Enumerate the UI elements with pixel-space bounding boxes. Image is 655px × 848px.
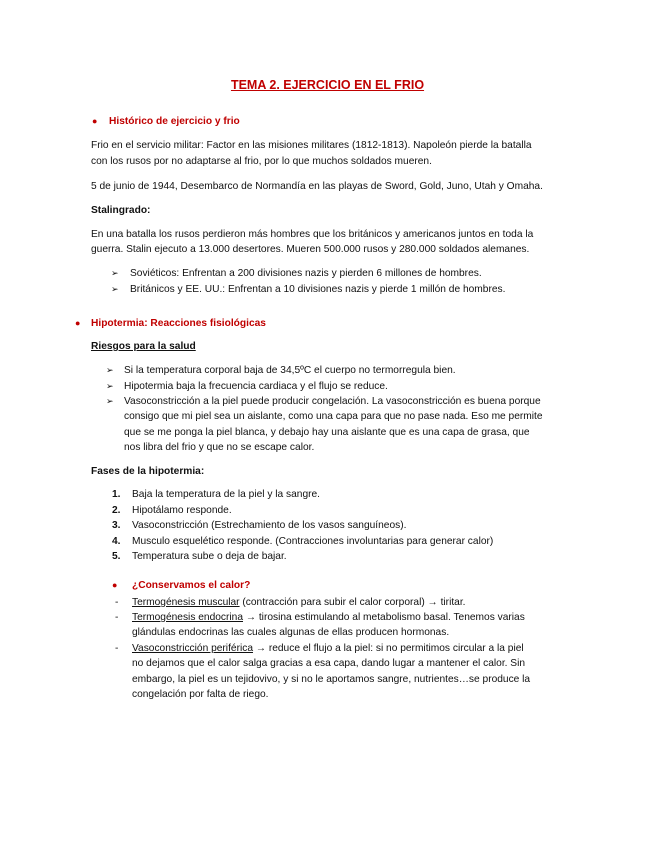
arrow-bullet-icon: ➢ bbox=[106, 396, 114, 406]
list-item: Musculo esquelético responde. (Contracciones involuntarias para generar calor) bbox=[132, 536, 494, 547]
dash-bullet-icon: - bbox=[115, 643, 119, 654]
bullet-icon: ● bbox=[92, 116, 98, 126]
list-item: Soviéticos: Enfrentan a 200 divisiones nazis y pierden 6 millones de hombres. bbox=[130, 268, 482, 279]
paragraph-line: guerra. Stalin ejecuto a 13.000 desertores. Mueren 500.000 rusos y 280.000 soldados alemanes. bbox=[91, 244, 530, 255]
list-item-continuation: nos libra del frio y que no se escape calor. bbox=[124, 442, 315, 453]
list-item bbox=[132, 611, 525, 624]
list-item bbox=[132, 642, 524, 655]
bullet-icon: ● bbox=[75, 318, 81, 328]
subheading-stalingrado: Stalingrado: bbox=[91, 205, 151, 216]
list-item-continuation: que se me ponga la piel blanca, y debajo hay una aislante que es una capa de grasa, que bbox=[124, 427, 530, 438]
dash-bullet-icon: - bbox=[115, 612, 119, 623]
paragraph-line: Frio en el servicio militar: Factor en las misiones militares (1812-1813). Napoleón pierde la batalla bbox=[91, 140, 532, 151]
list-item: Si la temperatura corporal baja de 34,5ºC el cuerpo no termorregula bien. bbox=[124, 365, 456, 376]
paragraph-line: En una batalla los rusos perdieron más hombres que los británicos y americanos juntos en toda la bbox=[91, 229, 534, 240]
arrow-bullet-icon: ➢ bbox=[106, 365, 114, 375]
bullet-icon: ● bbox=[112, 580, 118, 590]
list-number: 3. bbox=[112, 520, 121, 531]
term: Vasoconstricción periférica bbox=[132, 643, 253, 654]
list-item-continuation: embargo, la piel es un tejidovivo, y si no le aportamos sangre, nutrientes…se produce la bbox=[132, 674, 531, 685]
list-item-continuation: consigo que mi piel sea un aislante, como una capa para que no pase nada. Eso me permite bbox=[124, 411, 543, 422]
list-number: 5. bbox=[112, 551, 121, 562]
arrow-bullet-icon: ➢ bbox=[111, 284, 119, 294]
arrow-bullet-icon: ➢ bbox=[106, 381, 114, 391]
list-number: 1. bbox=[112, 489, 121, 500]
list-item bbox=[132, 596, 465, 609]
list-item-continuation: no dejamos que el calor salga gracias a esa capa, dando lugar a mantener el calor. Sin bbox=[132, 658, 526, 669]
list-item: Hipotálamo responde. bbox=[132, 505, 232, 516]
paragraph-line: 5 de junio de 1944, Desembarco de Normandía en las playas de Sword, Gold, Juno, Utah y Omaha. bbox=[91, 181, 543, 192]
term-description: (contracción para subir el calor corporal) → tiritar. bbox=[239, 597, 466, 608]
term-description: → reduce el flujo a la piel: si no permitimos circular a la piel bbox=[252, 643, 524, 654]
subheading-fases: Fases de la hipotermia: bbox=[91, 466, 205, 477]
subheading-riesgos: Riesgos para la salud bbox=[91, 341, 196, 352]
list-item: Vasoconstricción (Estrechamiento de los vasos sanguíneos). bbox=[132, 520, 407, 531]
section-heading-historico: Histórico de ejercicio y frio bbox=[109, 116, 240, 127]
list-item: Baja la temperatura de la piel y la sangre. bbox=[132, 489, 321, 500]
list-item-continuation: glándulas endocrinas las cuales algunas de ellas producen hormonas. bbox=[132, 627, 450, 638]
term-description: → tirosina estimulando al metabolismo basal. Tenemos varias bbox=[243, 612, 525, 623]
paragraph-line: con los rusos por no adaptarse al frio, por lo que muchos soldados mueren. bbox=[91, 156, 432, 167]
list-number: 2. bbox=[112, 505, 121, 516]
list-item: Hipotermia baja la frecuencia cardiaca y el flujo se reduce. bbox=[124, 381, 388, 392]
list-item: Vasoconstricción a la piel puede producir congelación. La vasoconstricción es buena porque bbox=[124, 396, 541, 407]
arrow-bullet-icon: ➢ bbox=[111, 268, 119, 278]
term: Termogénesis muscular bbox=[132, 597, 240, 608]
page-title: TEMA 2. EJERCICIO EN EL FRIO bbox=[230, 78, 425, 92]
list-item: Británicos y EE. UU.: Enfrentan a 10 divisiones nazis y pierde 1 millón de hombres. bbox=[130, 284, 506, 295]
list-number: 4. bbox=[112, 536, 121, 547]
term: Termogénesis endocrina bbox=[132, 612, 243, 623]
section-heading-hipotermia: Hipotermia: Reacciones fisiológicas bbox=[91, 318, 266, 329]
list-item: Temperatura sube o deja de bajar. bbox=[132, 551, 287, 562]
list-item-continuation: congelación por falta de riego. bbox=[132, 689, 269, 700]
question-heading: ¿Conservamos el calor? bbox=[132, 580, 251, 591]
dash-bullet-icon: - bbox=[115, 597, 119, 608]
